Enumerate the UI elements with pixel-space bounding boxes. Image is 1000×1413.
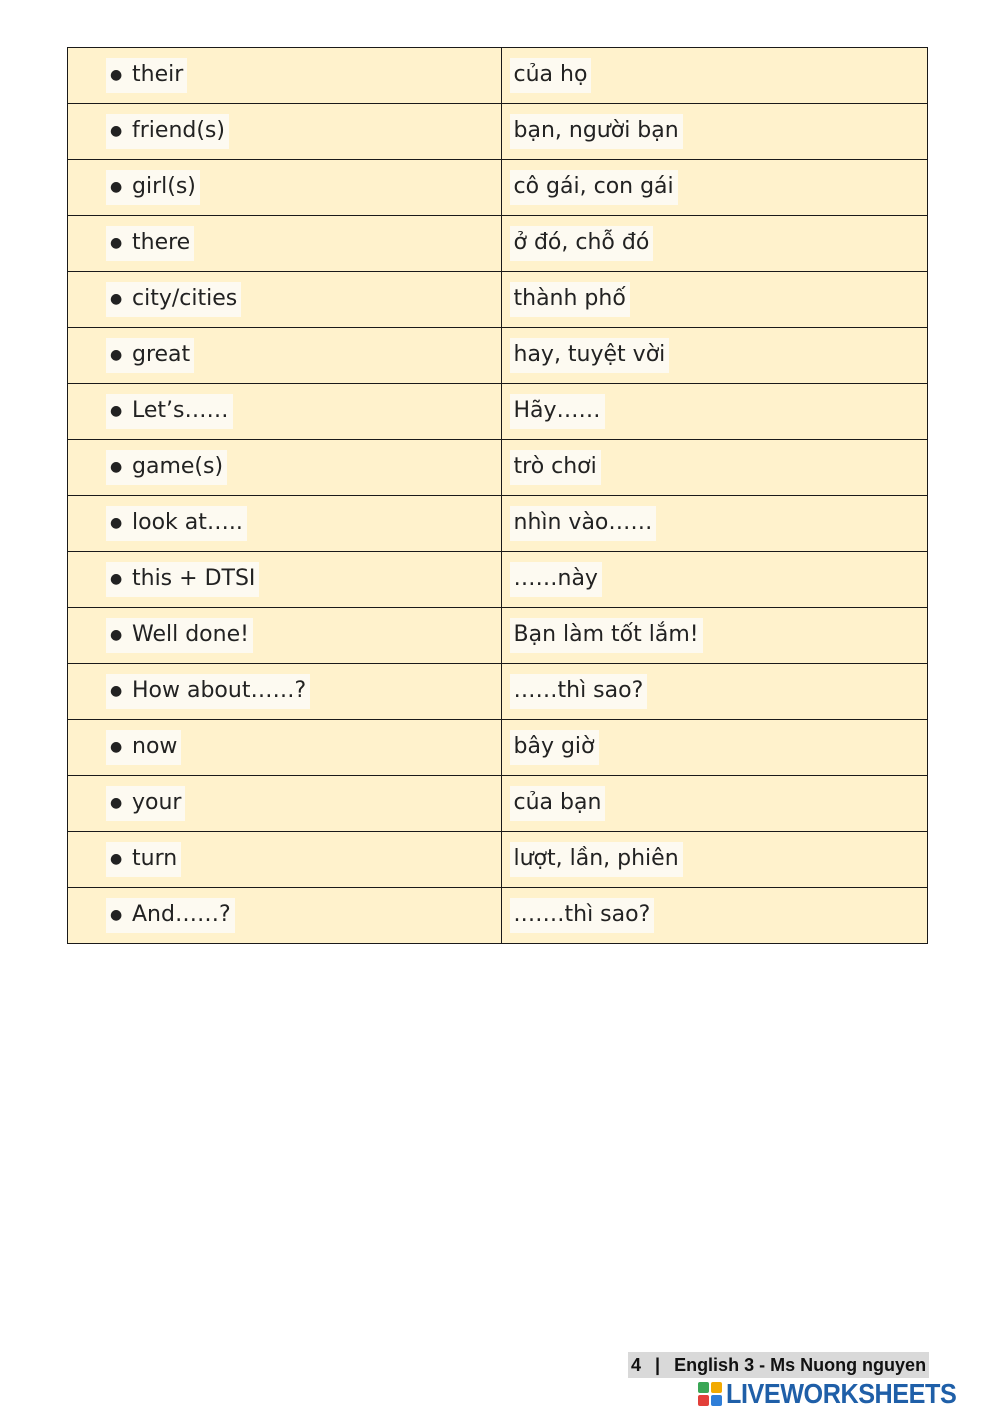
table-row [68, 160, 928, 216]
english-term: this + DTSI [132, 566, 256, 591]
english-term-cell [68, 272, 502, 328]
english-term-cell [68, 440, 502, 496]
english-term-cell [68, 104, 502, 160]
english-term-cell [68, 608, 502, 664]
english-term: great [132, 342, 191, 367]
english-term: city/cities [132, 286, 238, 311]
bullet-icon: ● [110, 347, 123, 363]
bullet-icon: ● [110, 123, 123, 139]
bullet-icon: ● [110, 683, 123, 699]
table-row [68, 384, 928, 440]
table-row [68, 328, 928, 384]
table-row [68, 104, 928, 160]
english-term: Let’s…… [132, 398, 229, 423]
bullet-icon: ● [110, 291, 123, 307]
vietnamese-meaning: ……này [510, 562, 602, 597]
vietnamese-meaning: Hãy…… [510, 394, 605, 429]
english-term-highlight [106, 450, 227, 485]
english-term-cell [68, 384, 502, 440]
vietnamese-meaning: .……thì sao? [510, 898, 655, 933]
bullet-icon: ● [110, 403, 123, 419]
logo-square-green [698, 1382, 709, 1393]
vietnamese-meaning: thành phố [510, 282, 630, 317]
vietnamese-meaning-cell [501, 104, 928, 160]
bullet-icon: ● [110, 851, 123, 867]
english-term-highlight [106, 506, 247, 541]
table-row [68, 776, 928, 832]
english-term: your [132, 790, 182, 815]
bullet-icon: ● [110, 235, 123, 251]
table-row [68, 832, 928, 888]
table-row [68, 888, 928, 944]
english-term-cell [68, 328, 502, 384]
table-row [68, 552, 928, 608]
table-row [68, 48, 928, 104]
bullet-icon: ● [110, 907, 123, 923]
english-term-highlight [106, 730, 181, 765]
english-term-highlight [106, 562, 259, 597]
english-term-highlight [106, 674, 310, 709]
english-term: game(s) [132, 454, 224, 479]
vietnamese-meaning: hay, tuyệt vời [510, 338, 670, 373]
vietnamese-meaning-cell [501, 272, 928, 328]
english-term: look at….. [132, 510, 243, 535]
bullet-icon: ● [110, 739, 123, 755]
table-row [68, 440, 928, 496]
vietnamese-meaning: Bạn làm tốt lắm! [510, 618, 703, 653]
english-term-highlight [106, 338, 194, 373]
liveworksheets-logo-icon [698, 1382, 722, 1406]
english-term: Well done! [132, 622, 249, 647]
vietnamese-meaning: lượt, lần, phiên [510, 842, 683, 877]
english-term-cell [68, 216, 502, 272]
vietnamese-meaning-cell [501, 552, 928, 608]
english-term-highlight [106, 786, 185, 821]
english-term-highlight [106, 842, 181, 877]
vietnamese-meaning: trò chơi [510, 450, 601, 485]
footer-separator: | [655, 1355, 661, 1375]
english-term-cell [68, 832, 502, 888]
vietnamese-meaning-cell [501, 216, 928, 272]
logo-square-blue [711, 1395, 722, 1406]
vietnamese-meaning-cell [501, 496, 928, 552]
table-row [68, 496, 928, 552]
vietnamese-meaning-cell [501, 440, 928, 496]
bullet-icon: ● [110, 459, 123, 475]
table-row [68, 720, 928, 776]
vietnamese-meaning: cô gái, con gái [510, 170, 678, 205]
page-footer [628, 1352, 929, 1378]
vietnamese-meaning-cell [501, 384, 928, 440]
english-term-highlight [106, 898, 235, 933]
vietnamese-meaning: nhìn vào…… [510, 506, 657, 541]
vietnamese-meaning-cell [501, 832, 928, 888]
english-term-cell [68, 160, 502, 216]
footer-text: English 3 - Ms Nuong nguyen [674, 1355, 927, 1375]
vietnamese-meaning-cell [501, 160, 928, 216]
vietnamese-meaning: của bạn [510, 786, 606, 821]
bullet-icon: ● [110, 571, 123, 587]
vietnamese-meaning: bây giờ [510, 730, 599, 765]
english-term-cell [68, 776, 502, 832]
english-term-cell [68, 48, 502, 104]
vietnamese-meaning: ……thì sao? [510, 674, 648, 709]
brand-text: LIVEWORKSHEETS [726, 1378, 957, 1409]
english-term-highlight [106, 226, 194, 261]
table-row [68, 216, 928, 272]
english-term-cell [68, 552, 502, 608]
table-row [68, 272, 928, 328]
english-term-cell [68, 496, 502, 552]
vietnamese-meaning-cell [501, 608, 928, 664]
english-term: girl(s) [132, 174, 196, 199]
vietnamese-meaning-cell [501, 664, 928, 720]
page-number: 4 [631, 1355, 642, 1375]
vietnamese-meaning: của họ [510, 58, 592, 93]
logo-square-yellow [711, 1382, 722, 1393]
english-term: their [132, 62, 184, 87]
vietnamese-meaning: ở đó, chỗ đó [510, 226, 654, 261]
vietnamese-meaning: bạn, người bạn [510, 114, 683, 149]
bullet-icon: ● [110, 627, 123, 643]
english-term-highlight [106, 170, 200, 205]
vietnamese-meaning-cell [501, 888, 928, 944]
english-term: friend(s) [132, 118, 225, 143]
bullet-icon: ● [110, 515, 123, 531]
english-term-cell [68, 720, 502, 776]
table-row [68, 608, 928, 664]
english-term-cell [68, 888, 502, 944]
vocabulary-table-body [68, 48, 928, 944]
english-term-highlight [106, 394, 233, 429]
bullet-icon: ● [110, 179, 123, 195]
logo-square-red [698, 1395, 709, 1406]
english-term: How about……? [132, 678, 307, 703]
english-term-highlight [106, 114, 229, 149]
english-term-highlight [106, 282, 241, 317]
english-term: turn [132, 846, 178, 871]
bullet-icon: ● [110, 795, 123, 811]
table-row [68, 664, 928, 720]
vietnamese-meaning-cell [501, 720, 928, 776]
english-term: And……? [132, 902, 231, 927]
liveworksheets-brand [698, 1378, 982, 1410]
bullet-icon: ● [110, 67, 123, 83]
english-term-highlight [106, 618, 253, 653]
vietnamese-meaning-cell [501, 776, 928, 832]
english-term-cell [68, 664, 502, 720]
english-term-highlight [106, 58, 187, 93]
vocabulary-table [67, 47, 928, 944]
vietnamese-meaning-cell [501, 48, 928, 104]
vietnamese-meaning-cell [501, 328, 928, 384]
english-term: there [132, 230, 191, 255]
english-term: now [132, 734, 178, 759]
